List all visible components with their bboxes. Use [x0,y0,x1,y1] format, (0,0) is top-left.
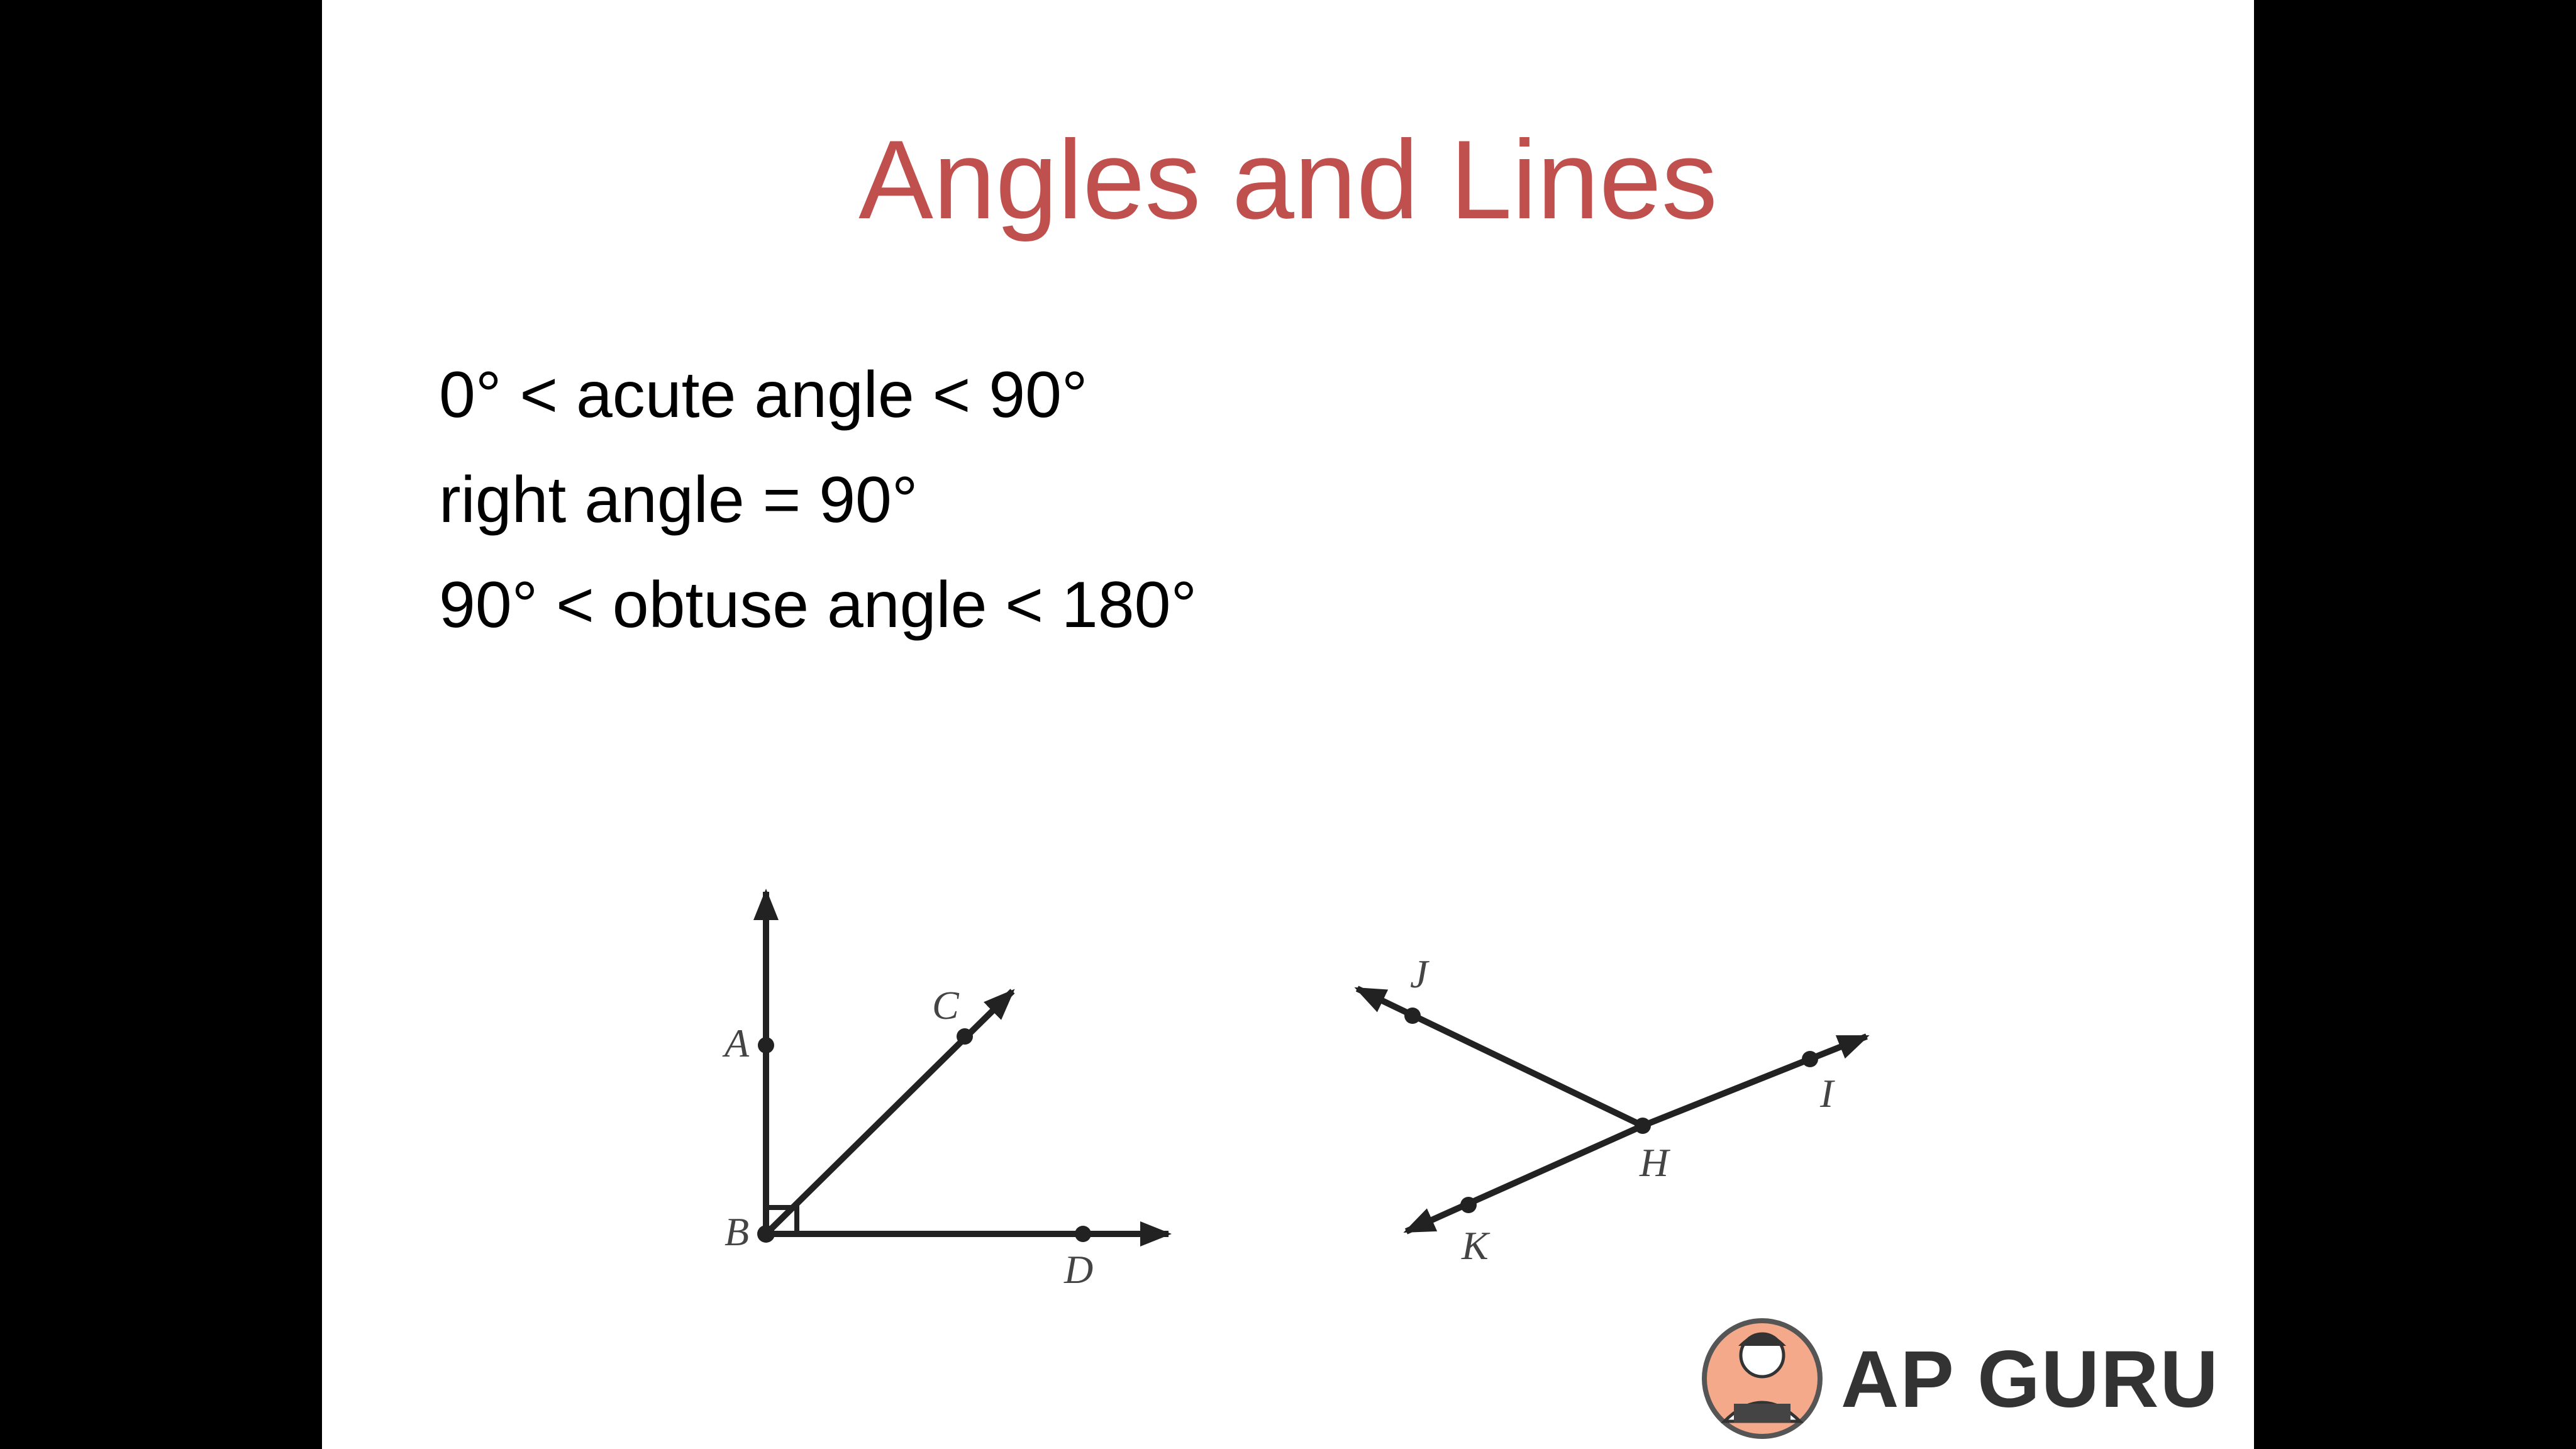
label-b: B [724,1209,750,1254]
point-i [1802,1051,1818,1067]
point-c [957,1028,973,1045]
point-a [758,1037,774,1053]
guru-avatar-icon [1704,1321,1820,1436]
point-j [1404,1008,1421,1024]
label-c: C [932,983,959,1028]
right-angle-definition: right angle = 90° [439,464,918,536]
label-d: D [1064,1247,1094,1292]
label-i: I [1820,1071,1834,1116]
label-a: A [724,1021,750,1065]
logo-text: AP GURU [1841,1335,2219,1424]
angles-figure [322,0,2254,1449]
point-b [757,1225,775,1243]
right-angle-diagram [722,892,1169,1292]
label-h: H [1640,1140,1669,1185]
acute-angle-definition: 0° < acute angle < 90° [439,358,1088,431]
slide [322,0,2254,1449]
point-k [1460,1197,1477,1213]
point-h [1635,1118,1651,1134]
label-k: K [1462,1223,1489,1268]
obtuse-angle-definition: 90° < obtuse angle < 180° [439,569,1197,641]
ray-hk [1406,1126,1643,1231]
ray-bc [766,991,1013,1234]
slide-title: Angles and Lines [858,117,1718,242]
intersecting-lines-diagram [1357,952,1867,1268]
point-d [1075,1226,1091,1242]
label-j: J [1410,952,1428,996]
ray-hj [1357,989,1643,1126]
